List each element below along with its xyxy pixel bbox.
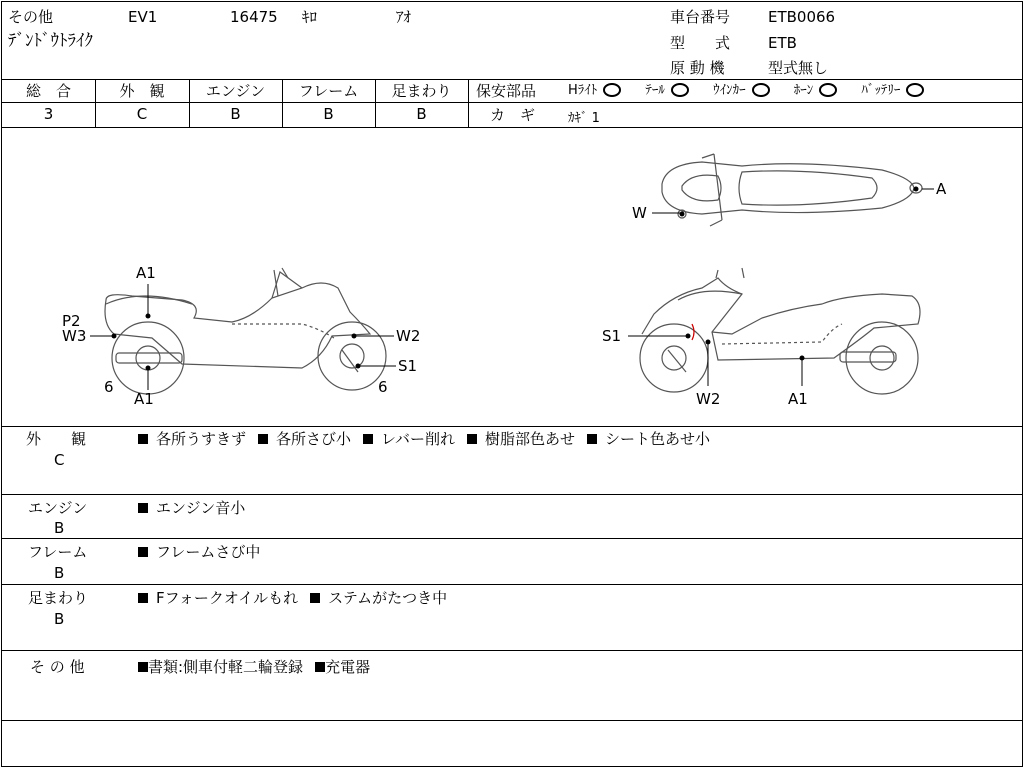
safety-label: 保安部品 (476, 82, 537, 100)
bullet-icon (363, 434, 373, 444)
mark-label: A1 (788, 390, 808, 408)
note-item: シート色あせ小 (587, 430, 710, 448)
category-label: その他 (8, 8, 54, 26)
grade-total-value: 3 (43, 105, 54, 123)
grade-total-label: 総 合 (25, 82, 71, 100)
note-exterior-grade: C (54, 451, 65, 469)
bullet-icon (258, 434, 268, 444)
bullet-icon (315, 662, 325, 672)
mileage-unit: ｷﾛ (302, 8, 318, 26)
type-label: 型 式 (670, 34, 731, 52)
note-item: Fフォークオイルもれ (138, 589, 298, 607)
bullet-icon (138, 503, 148, 513)
note-item: 各所うすきず (138, 430, 246, 448)
divider (2, 494, 1022, 495)
mark-label: 6 (378, 378, 388, 396)
note-engine-items (138, 499, 257, 517)
divider (2, 426, 1022, 427)
note-engine-grade: B (54, 519, 65, 537)
mark-label: W2 (396, 327, 421, 345)
engine-value: 型式無し (768, 59, 829, 77)
note-item: エンジン音小 (138, 499, 245, 517)
divider (468, 79, 469, 127)
frame-no-label: 車台番号 (670, 8, 731, 26)
key-value: ｶｷﾞ 1 (568, 111, 600, 126)
ok-mark-icon (819, 83, 837, 97)
ok-mark-icon (603, 83, 621, 97)
divider (2, 538, 1022, 539)
divider (2, 720, 1022, 721)
safety-item-winker: ｳｲﾝｶｰ (713, 83, 770, 98)
mark-label: S1 (398, 357, 418, 375)
grade-engine-label: エンジン (205, 82, 266, 100)
divider (2, 102, 468, 103)
note-suspension-grade: B (54, 610, 65, 628)
note-item: 樹脂部色あせ (467, 430, 575, 448)
safety-item-headlight: Hﾗｲﾄ (568, 83, 621, 98)
scooter-left-view (105, 268, 386, 394)
bullet-icon (138, 662, 148, 672)
grade-frame-label: フレーム (298, 82, 359, 100)
top-view-marks (632, 180, 947, 222)
bullet-icon (138, 593, 148, 603)
damage-diagram (2, 128, 1022, 426)
safety-item-tail: ﾃｰﾙ (645, 83, 689, 98)
inspection-sheet (1, 1, 1023, 767)
mark-label: 6 (104, 378, 114, 396)
note-engine-label: エンジン (28, 499, 88, 517)
safety-item-battery: ﾊﾞｯﾃﾘｰ (861, 83, 924, 98)
note-exterior-label: 外 観 (26, 430, 87, 448)
mark-label: A1 (134, 390, 154, 408)
engine-label: 原 動 機 (670, 59, 725, 77)
note-item: ステムがたつき中 (310, 589, 447, 607)
mark-label: W2 (696, 390, 721, 408)
mark-label: S1 (602, 327, 622, 345)
model-code: EV1 (128, 8, 158, 26)
scooter-top-view (662, 154, 922, 226)
bullet-icon (467, 434, 477, 444)
safety-item-horn: ﾎｰﾝ (794, 83, 838, 98)
note-other-label: そ の 他 (30, 658, 85, 676)
mark-label: A (936, 180, 947, 198)
ok-mark-icon (752, 83, 770, 97)
bullet-icon (138, 547, 148, 557)
mark-label: W3 (62, 327, 87, 345)
frame-no: ETB0066 (768, 8, 836, 26)
note-suspension-items (138, 589, 459, 607)
note-exterior-items (138, 430, 722, 448)
note-frame-grade: B (54, 564, 65, 582)
grade-engine-value: B (230, 105, 241, 123)
divider (468, 102, 1022, 103)
mark-label: W (632, 204, 647, 222)
grade-suspension-value: B (416, 105, 427, 123)
safety-items (568, 82, 924, 100)
type-value: ETB (768, 34, 797, 52)
grade-frame-value: B (323, 105, 334, 123)
divider (2, 650, 1022, 651)
bullet-icon (310, 593, 320, 603)
mark-label: P2 (62, 312, 81, 330)
mileage: 16475 (230, 8, 278, 26)
note-item: 各所さび小 (258, 430, 351, 448)
divider (2, 79, 1022, 80)
note-item: 書類:側車付軽二輪登録 (138, 658, 303, 676)
right-view-marks (602, 327, 808, 408)
note-item: 充電器 (315, 658, 370, 676)
note-frame-label: フレーム (28, 543, 88, 561)
color: ｱｵ (396, 8, 412, 26)
mark-label: A1 (136, 264, 156, 282)
note-item: フレームさび中 (138, 543, 260, 561)
note-item: レバー削れ (363, 430, 455, 448)
note-suspension-label: 足まわり (28, 589, 89, 607)
scooter-right-view (640, 268, 920, 394)
note-frame-items (138, 543, 272, 561)
grade-exterior-label: 外 観 (119, 82, 165, 100)
note-other-items (138, 658, 382, 676)
grade-exterior-value: C (136, 105, 148, 123)
key-label: カ ギ (490, 106, 536, 124)
divider (2, 584, 1022, 585)
ok-mark-icon (906, 83, 924, 97)
bullet-icon (587, 434, 597, 444)
ok-mark-icon (671, 83, 689, 97)
bullet-icon (138, 434, 148, 444)
grade-suspension-label: 足まわり (391, 82, 452, 100)
vehicle-name: ﾃﾞﾝﾄﾞｳﾄﾗｲｸ (8, 31, 93, 51)
